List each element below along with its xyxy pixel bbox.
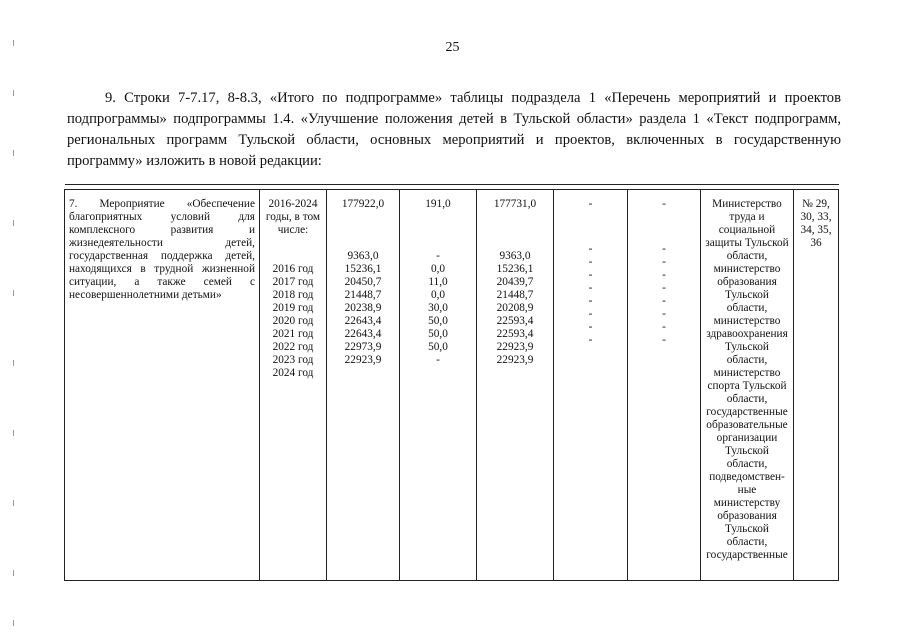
year-item: 2024 год <box>272 367 314 379</box>
year-item: 2020 год <box>272 315 314 327</box>
value-item: 22973,9 <box>344 341 382 353</box>
executor-line: государственные <box>706 406 788 418</box>
years-list <box>260 263 326 380</box>
value-item: 9363,0 <box>499 250 531 262</box>
total-all-cell <box>327 190 400 581</box>
executor-line: труда и <box>729 211 765 223</box>
executor-line: министерство <box>713 367 781 379</box>
value-item: 21448,7 <box>344 289 382 301</box>
value-item: 20450,7 <box>344 276 382 288</box>
indicator-line: 34, 35, <box>800 224 832 236</box>
total-extra-cell <box>628 190 701 581</box>
year-item: 2023 год <box>272 354 314 366</box>
value-item: 22923,9 <box>496 341 534 353</box>
executor-line: образования <box>717 276 777 288</box>
value-item: - <box>588 334 593 346</box>
total-local: - <box>588 198 593 210</box>
value-item: - <box>662 295 666 307</box>
indicator-line: № 29, <box>802 198 830 210</box>
executor-line: области, <box>726 250 768 262</box>
value-item: - <box>662 321 666 333</box>
total-regional: 177731,0 <box>493 198 537 210</box>
value-item: 9363,0 <box>347 250 379 262</box>
value-item: - <box>662 256 666 268</box>
period-label: 2016-2024 годы, в том числе: <box>265 198 321 236</box>
value-item: - <box>588 282 593 294</box>
program-table <box>64 184 839 581</box>
federal-by-year <box>400 250 476 367</box>
intro-text: 9. Строки 7-7.17, 8-8.3, «Итого по подпрограмме» таблицы подраздела 1 «Перечень мероприятий и проектов подпрограммы» подпрограммы 1.4. «Улучшение положения детей в Тульской области» раздела 1 «Текст подпрограмм, региональных программ Тульской области, основных мероприятий и проектов, включенных в государственную программу» изложить в новой редакции: <box>67 90 841 169</box>
executor-line: Тульской <box>725 445 769 457</box>
executor-line: министерство <box>713 263 781 275</box>
value-item: 15236,1 <box>496 263 534 275</box>
executor-line: Министерство <box>712 198 782 210</box>
value-item: 0,0 <box>430 289 446 301</box>
value-item: 50,0 <box>428 328 448 340</box>
executor-line: области, <box>726 393 768 405</box>
value-item: - <box>588 243 593 255</box>
value-item: 11,0 <box>428 276 448 288</box>
value-item: - <box>662 269 666 281</box>
intro-paragraph <box>67 88 841 172</box>
indicators-list <box>794 198 838 250</box>
executor-line: области, <box>726 302 768 314</box>
value-item: - <box>588 269 593 281</box>
margin-marks <box>13 30 15 630</box>
value-item: 15236,1 <box>344 263 382 275</box>
executor-line: организации <box>716 432 778 444</box>
executor-line: Тульской <box>725 523 769 535</box>
total-all: 177922,0 <box>341 198 385 210</box>
value-item: - <box>662 334 666 346</box>
value-item: - <box>436 354 440 366</box>
year-item: 2019 год <box>272 302 314 314</box>
measure-name: 7. Мероприятие «Обеспечение благоприятных условий для комплексного развития и жизнедеятельности детей, государственная поддержка детей, находящихся в трудной жизненной ситуации, а также семей с несовершеннолетними детьми» <box>65 190 260 581</box>
value-item: 20439,7 <box>496 276 534 288</box>
executor-line: образовательные <box>706 419 788 431</box>
table-row <box>65 190 839 581</box>
year-item: 2021 год <box>272 328 314 340</box>
executors-list <box>701 198 793 562</box>
indicators-cell <box>794 190 839 581</box>
value-item: 22923,9 <box>496 354 534 366</box>
executor-line: социальной <box>718 224 776 236</box>
value-item: - <box>662 308 666 320</box>
year-item: 2018 год <box>272 289 314 301</box>
value-item: - <box>588 256 593 268</box>
value-item: 22643,4 <box>344 315 382 327</box>
executor-line: спорта Тульской <box>707 380 787 392</box>
total-federal: 191,0 <box>425 198 451 210</box>
local-by-year <box>554 243 627 347</box>
value-item: - <box>588 308 593 320</box>
executor-line: образования <box>717 510 777 522</box>
years-cell <box>260 190 327 581</box>
value-item: 20208,9 <box>496 302 534 314</box>
regional-by-year <box>477 250 553 367</box>
value-item: 20238,9 <box>344 302 382 314</box>
total-federal-cell <box>400 190 477 581</box>
extra-by-year <box>628 243 700 347</box>
value-item: 50,0 <box>428 341 448 353</box>
indicator-line: 36 <box>810 237 822 249</box>
executor-line: Тульской <box>725 289 769 301</box>
year-item: 2017 год <box>272 276 314 288</box>
executor-line: министерство <box>713 315 781 327</box>
executor-line: министерству <box>713 497 781 509</box>
value-item: 21448,7 <box>496 289 534 301</box>
value-item: - <box>662 243 666 255</box>
executor-line: области, <box>726 354 768 366</box>
value-item: 50,0 <box>428 315 448 327</box>
executor-line: государственные <box>706 549 788 561</box>
value-item: 22643,4 <box>344 328 382 340</box>
executor-line: подведомствен- <box>709 471 785 483</box>
value-item: - <box>662 282 666 294</box>
value-item: - <box>436 250 440 262</box>
executor-line: Тульской <box>725 341 769 353</box>
value-item: 30,0 <box>428 302 448 314</box>
value-item: - <box>588 295 593 307</box>
total-regional-cell <box>477 190 554 581</box>
value-item: 22593,4 <box>496 315 534 327</box>
all-by-year <box>327 250 399 367</box>
page-number: 25 <box>445 40 460 55</box>
value-item: 0,0 <box>430 263 446 275</box>
year-item: 2016 год <box>272 263 314 275</box>
executor-line: области, <box>726 536 768 548</box>
executor-line: защиты Тульской <box>705 237 789 249</box>
total-local-cell <box>554 190 628 581</box>
executor-line: здравоохранения <box>706 328 788 340</box>
executor-line: ные <box>737 484 757 496</box>
total-extra: - <box>662 198 666 210</box>
value-item: 22923,9 <box>344 354 382 366</box>
executor-line: области, <box>726 458 768 470</box>
value-item: - <box>588 321 593 333</box>
year-item: 2022 год <box>272 341 314 353</box>
indicator-line: 30, 33, <box>800 211 832 223</box>
value-item: 22593,4 <box>496 328 534 340</box>
executors-cell <box>701 190 794 581</box>
